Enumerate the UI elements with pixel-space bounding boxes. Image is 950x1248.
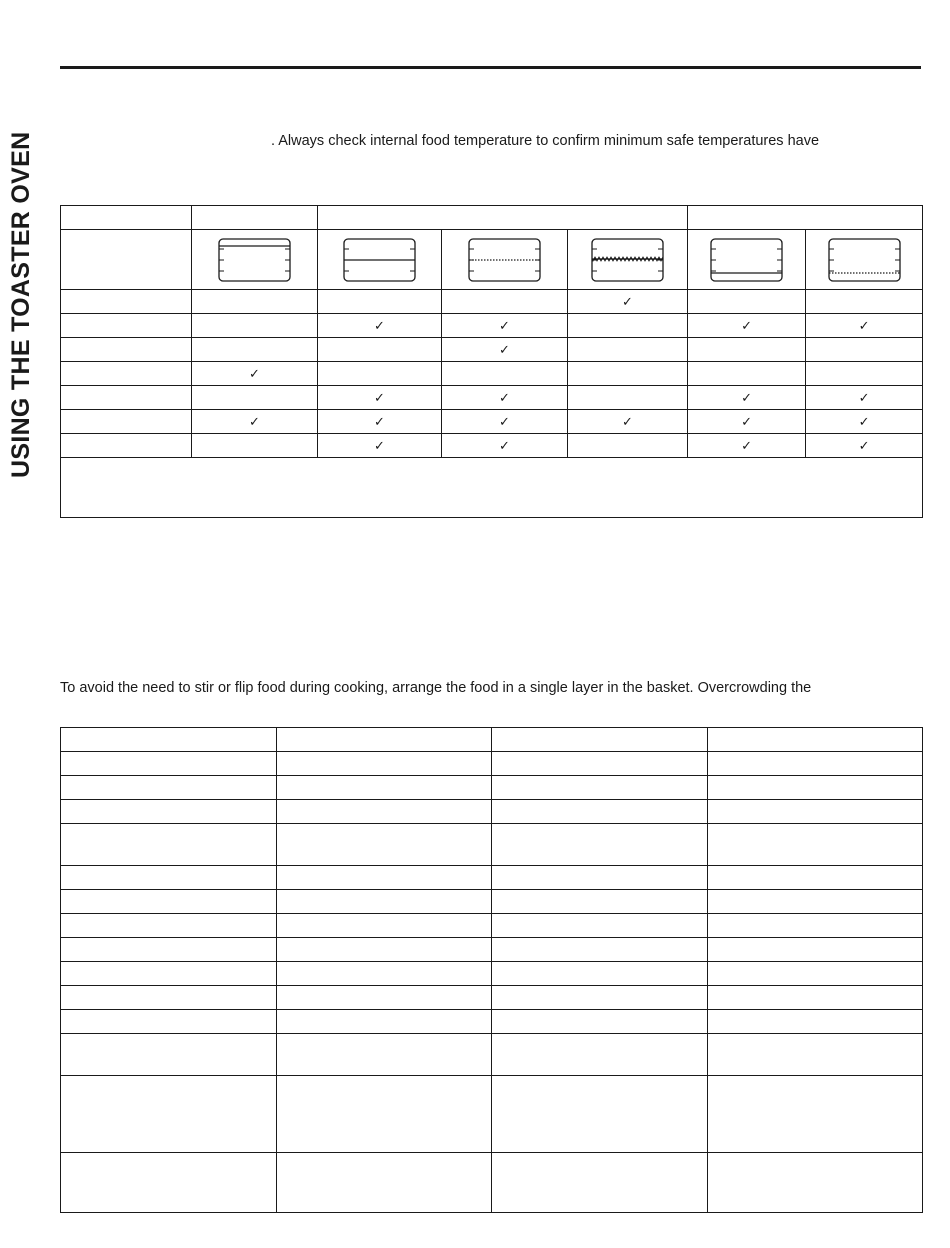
check-cell	[568, 290, 688, 314]
cooking-chart-cell	[708, 824, 923, 866]
check-cell	[192, 410, 318, 434]
check-cell	[568, 434, 688, 458]
cooking-chart-cell	[277, 776, 492, 800]
check-cell	[688, 314, 806, 338]
cooking-chart-cell	[277, 824, 492, 866]
cooking-chart-cell	[61, 1034, 277, 1076]
check-cell	[318, 386, 442, 410]
header-cell	[688, 206, 923, 230]
cooking-chart-cell	[492, 866, 708, 890]
check-cell	[568, 410, 688, 434]
cooking-chart-cell	[61, 1153, 277, 1213]
rack-icon-row	[61, 230, 923, 290]
check-mark-icon: ✓	[858, 317, 870, 333]
cooking-chart-cell	[492, 776, 708, 800]
check-mark-icon: ✓	[858, 437, 870, 453]
cooking-chart-cell	[492, 728, 708, 752]
cooking-chart-cell	[708, 986, 923, 1010]
cooking-chart-cell	[61, 824, 277, 866]
rack-table-row	[61, 386, 923, 410]
rack-table-row	[61, 410, 923, 434]
header-cell	[192, 206, 318, 230]
cooking-chart-row	[61, 938, 923, 962]
rack-table-row	[61, 314, 923, 338]
food-label-cell	[61, 290, 192, 314]
check-cell	[688, 410, 806, 434]
cooking-chart-row	[61, 824, 923, 866]
food-label-cell	[61, 314, 192, 338]
food-label-cell	[61, 386, 192, 410]
check-mark-icon: ✓	[741, 413, 752, 429]
check-cell	[192, 386, 318, 410]
cooking-chart-cell	[708, 776, 923, 800]
cooking-chart-cell	[708, 1010, 923, 1034]
rack-icon-cell	[568, 230, 688, 290]
cooking-chart-cell	[277, 752, 492, 776]
cooking-chart-cell	[277, 890, 492, 914]
check-cell	[806, 362, 923, 386]
cooking-chart-cell	[61, 962, 277, 986]
cooking-chart-cell	[708, 866, 923, 890]
cooking-chart-cell	[61, 728, 277, 752]
rack-table-notes-row	[61, 458, 923, 518]
cooking-chart-cell	[61, 866, 277, 890]
cooking-chart-cell	[277, 986, 492, 1010]
check-cell	[568, 362, 688, 386]
check-cell	[688, 386, 806, 410]
rack-table-row	[61, 290, 923, 314]
check-cell	[318, 362, 442, 386]
food-label-cell	[61, 410, 192, 434]
basket-paragraph: To avoid the need to stir or flip food during cooking, arrange the food in a single layer in the basket. Overcrowding the	[60, 680, 812, 696]
check-cell	[192, 314, 318, 338]
check-cell	[806, 386, 923, 410]
check-cell	[318, 434, 442, 458]
food-label-cell	[61, 434, 192, 458]
check-cell	[442, 290, 568, 314]
check-mark-icon: ✓	[374, 413, 385, 429]
check-mark-icon: ✓	[499, 413, 510, 429]
rack-icon-cell	[806, 230, 923, 290]
check-mark-icon: ✓	[499, 389, 510, 405]
check-mark-icon: ✓	[858, 389, 870, 405]
check-cell	[806, 314, 923, 338]
check-cell	[192, 338, 318, 362]
cooking-chart-cell	[277, 728, 492, 752]
cooking-chart-cell	[708, 1076, 923, 1153]
check-cell	[318, 314, 442, 338]
cooking-chart-cell	[61, 914, 277, 938]
notes-cell	[61, 458, 923, 518]
cooking-chart-row	[61, 1034, 923, 1076]
check-mark-icon: ✓	[249, 413, 260, 429]
check-cell	[688, 362, 806, 386]
check-cell	[442, 362, 568, 386]
check-cell	[806, 338, 923, 362]
rack-position-middle-dotted-icon	[467, 237, 542, 283]
cooking-chart-row	[61, 1153, 923, 1213]
check-cell	[192, 362, 318, 386]
check-mark-icon: ✓	[374, 437, 385, 453]
cooking-chart-cell	[61, 776, 277, 800]
cooking-chart-cell	[492, 1153, 708, 1213]
rack-icon-cell	[688, 230, 806, 290]
check-cell	[442, 434, 568, 458]
check-cell	[442, 314, 568, 338]
cooking-chart-cell	[492, 986, 708, 1010]
cooking-chart-row	[61, 866, 923, 890]
cooking-chart-row	[61, 728, 923, 752]
cooking-chart-cell	[492, 1034, 708, 1076]
cooking-chart-cell	[61, 890, 277, 914]
cooking-chart-cell	[61, 800, 277, 824]
check-mark-icon: ✓	[499, 341, 510, 357]
cooking-chart-row	[61, 914, 923, 938]
rack-icon-cell	[442, 230, 568, 290]
cooking-chart-cell	[277, 1076, 492, 1153]
check-mark-icon: ✓	[249, 365, 260, 381]
cooking-chart-cell	[61, 752, 277, 776]
cooking-chart-cell	[492, 752, 708, 776]
cooking-chart-row	[61, 890, 923, 914]
cooking-chart-cell	[708, 1153, 923, 1213]
header-rule	[60, 66, 921, 69]
cooking-chart-cell	[61, 1010, 277, 1034]
cooking-chart-cell	[492, 962, 708, 986]
cooking-chart-cell	[492, 1076, 708, 1153]
check-mark-icon: ✓	[741, 437, 752, 453]
food-label-cell	[61, 362, 192, 386]
check-cell	[318, 290, 442, 314]
check-cell	[318, 410, 442, 434]
check-cell	[442, 338, 568, 362]
check-cell	[568, 338, 688, 362]
cooking-chart-row	[61, 776, 923, 800]
check-mark-icon: ✓	[741, 389, 752, 405]
check-cell	[568, 386, 688, 410]
check-mark-icon: ✓	[622, 413, 633, 429]
cooking-chart-table	[60, 727, 923, 1213]
cooking-chart-cell	[277, 962, 492, 986]
cooking-chart-cell	[277, 1010, 492, 1034]
cooking-chart-row	[61, 752, 923, 776]
cooking-chart-cell	[708, 962, 923, 986]
cooking-chart-row	[61, 800, 923, 824]
check-cell	[806, 410, 923, 434]
cooking-chart-cell	[708, 800, 923, 824]
cooking-chart-row	[61, 1076, 923, 1153]
rack-position-top-icon	[217, 237, 292, 283]
cooking-chart-cell	[277, 1153, 492, 1213]
check-cell	[688, 338, 806, 362]
cooking-chart-cell	[492, 890, 708, 914]
cooking-chart-cell	[492, 1010, 708, 1034]
rack-position-table	[60, 205, 923, 518]
rack-position-middle-icon	[342, 237, 417, 283]
food-label-cell	[61, 338, 192, 362]
cooking-chart-cell	[708, 938, 923, 962]
check-cell	[442, 386, 568, 410]
check-cell	[192, 290, 318, 314]
check-cell	[318, 338, 442, 362]
header-cell	[61, 206, 192, 230]
intro-paragraph: . Always check internal food temperature to confirm minimum safe temperatures have	[271, 133, 820, 149]
check-cell	[688, 290, 806, 314]
cooking-chart-cell	[492, 800, 708, 824]
cooking-chart-cell	[708, 752, 923, 776]
check-cell	[688, 434, 806, 458]
check-mark-icon: ✓	[374, 317, 385, 333]
cooking-chart-cell	[277, 800, 492, 824]
cooking-chart-cell	[61, 1076, 277, 1153]
cooking-chart-cell	[708, 1034, 923, 1076]
cooking-chart-cell	[492, 914, 708, 938]
cooking-chart-cell	[277, 866, 492, 890]
check-mark-icon: ✓	[858, 413, 870, 429]
rack-table-row	[61, 362, 923, 386]
header-cell	[61, 230, 192, 290]
cooking-chart-cell	[492, 938, 708, 962]
cooking-chart-cell	[492, 824, 708, 866]
check-mark-icon: ✓	[374, 389, 385, 405]
rack-position-bottom-dotted-icon	[827, 237, 902, 283]
cooking-chart-cell	[708, 914, 923, 938]
check-mark-icon: ✓	[622, 293, 633, 309]
check-cell	[806, 290, 923, 314]
rack-table-group-header-row	[61, 206, 923, 230]
cooking-chart-row	[61, 1010, 923, 1034]
cooking-chart-cell	[708, 890, 923, 914]
rack-position-middle-wavy-icon	[590, 237, 665, 283]
cooking-chart-cell	[277, 914, 492, 938]
check-cell	[806, 434, 923, 458]
cooking-chart-cell	[61, 938, 277, 962]
check-cell	[192, 434, 318, 458]
rack-icon-cell	[318, 230, 442, 290]
cooking-chart-row	[61, 986, 923, 1010]
cooking-chart-cell	[277, 938, 492, 962]
cooking-chart-cell	[708, 728, 923, 752]
check-mark-icon: ✓	[499, 437, 510, 453]
cooking-chart-cell	[61, 986, 277, 1010]
check-mark-icon: ✓	[499, 317, 510, 333]
cooking-chart-cell	[277, 1034, 492, 1076]
header-cell	[318, 206, 688, 230]
check-mark-icon: ✓	[741, 317, 752, 333]
check-cell	[442, 410, 568, 434]
rack-position-bottom-icon	[709, 237, 784, 283]
rack-icon-cell	[192, 230, 318, 290]
check-cell	[568, 314, 688, 338]
cooking-chart-row	[61, 962, 923, 986]
rack-table-row	[61, 434, 923, 458]
section-side-title: USING THE TOASTER OVEN	[7, 131, 35, 478]
rack-table-row	[61, 338, 923, 362]
